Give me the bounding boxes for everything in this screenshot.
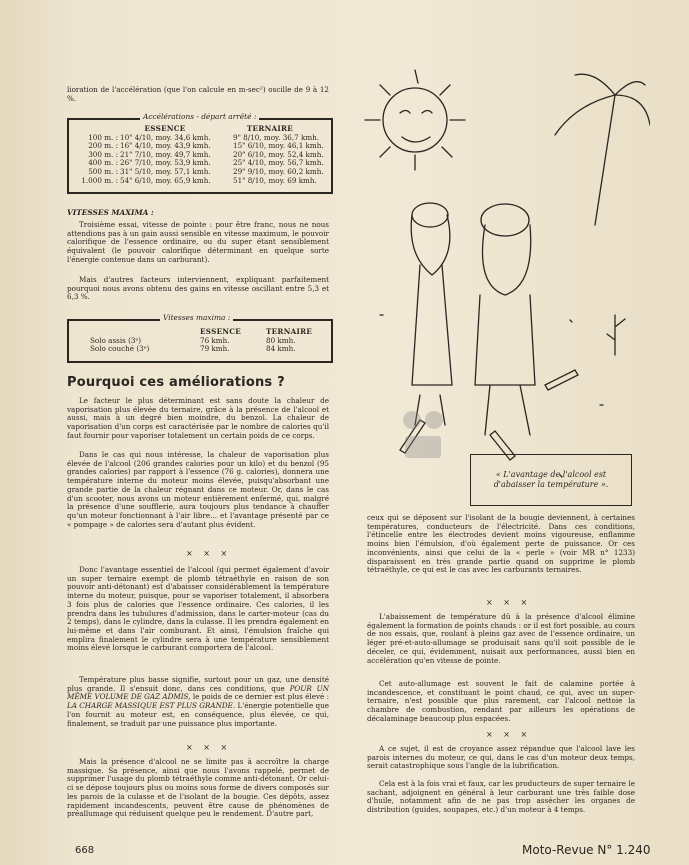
intro-text: lioration de l'accélération (que l'on calcule en m-sec²) oscille de 9 à 12 %. xyxy=(67,85,329,103)
speed-table-title: Vitesses maxima : xyxy=(160,313,233,322)
illustration-caption: « L'avantage de l'alcool est d'abaisser la température ». xyxy=(470,454,632,506)
acceleration-table-body xyxy=(80,125,324,185)
col-essence: ESSENCE xyxy=(144,124,186,133)
separator: × × × xyxy=(186,549,232,558)
left-paragraph-2: Dans le cas qui nous intéresse, la chaleur de vaporisation plus élevée de l'alcool (206 grandes calories pour un kilo) et du benzol (95 grandes calories) par rapport à l'essence (76 g. calories), donnera une température interne du moteur moins élevée, puisqu'absorbant une grande partie de la chaleur régnant dans ce moteur. Or, dans le cas d'un scooter, nous avons un moteur entièrement enfermé, qui, malgré la présence d'une soufflerie, aura toujours plus tendance à chauffer qu'un moteur fonctionnant à l'air libre... et l'avantage présenté par ce « pompage » de calories sera d'autant plus évident. xyxy=(67,450,329,529)
table-row: 400 m. : 26" 7/10, moy. 53,9 kmh. 25" 4/10, moy. 56,7 kmh. xyxy=(88,158,324,168)
left-paragraph-1: Le facteur le plus déterminant est sans doute la chaleur de vaporisation plus élevée du ternaire, grâce à la présence de l'alcool et aussi, mais à un degré bien moindre, du benzol. La chaleur de vaporisation d'un corps est caractérisée par le nombre de calories qu'il faut fournir pour vaporiser totalement un certain poids de ce corps. xyxy=(67,396,329,440)
speed-table-body xyxy=(90,328,312,354)
left-paragraph-5: Mais la présence d'alcool ne se limite pas à accroître la charge massique. Sa présence, ainsi que nous l'avons rappelé, permet de supprimer l'usage du plomb tétraéthyle comme anti-détonant. Or celui-ci se dépose toujours plus ou moins sous forme de divers composés sur les parois de la culasse et de l'isolant de la bougie. Ces dépôts, assez rapidement incandescents, peuvent être cause de phénomènes de préallumage qui réduisent quelque peu le rendement. D'autre part, xyxy=(67,757,329,819)
right-paragraph-4: A ce sujet, il est de croyance assez répandue que l'alcool lave les parois internes du moteur, ce qui, dans le cas d'un moteur deux temps, serait catastrophique sous l'angle de la lubrification. xyxy=(367,744,635,771)
table-row: 300 m. : 21" 7/10, moy. 49,7 kmh. 20" 6/10, moy. 52,4 kmh. xyxy=(88,149,324,159)
col-essence: ESSENCE xyxy=(200,327,242,336)
watermark-logo xyxy=(400,406,446,468)
right-paragraph-5: Cela est à la fois vrai et faux, car les producteurs de super ternaire le sachant, adjoignent en général à leur carburant une très faible dose d'huile, notamment afin de ne pas trop assécher les organes de distribution (guides, soupapes, etc.) d'un moteur à 4 temps. xyxy=(367,779,635,815)
table-row: Solo couché (3ᵉ) 79 kmh. 84 kmh. xyxy=(90,344,296,354)
right-paragraph-3: Cet auto-allumage est souvent le fait de calamine portée à incandescence, et constituant le point chaud, ce qui, avec un super-ternaire, n'est possible que plus rarement, car l'alcool nettoie la chambre de combustion, rendant par ailleurs les opérations de décalaminage beaucoup plus espacées. xyxy=(367,679,635,723)
table-row: 100 m. : 10" 4/10, moy. 34,6 kmh. 9" 8/10, moy. 36,7 kmh. xyxy=(88,132,320,142)
table-row: 500 m. : 31" 5/10, moy. 57,1 kmh. 29" 9/10, moy. 60,2 kmh. xyxy=(88,166,324,176)
separator: × × × xyxy=(186,743,232,752)
separator: × × × xyxy=(486,598,532,607)
magazine-title: Moto-Revue N° 1.240 xyxy=(522,843,651,857)
vitesses-paragraph-2: Mais d'autres facteurs interviennent, expliquant parfaitement pourquoi nous avons obtenu des gains en vitesse oscillant entre 5,3 et 6,3 %. xyxy=(67,275,329,302)
left-paragraph-3: Donc l'avantage essentiel de l'alcool (qui permet également d'avoir un super ternaire exempt de plomb tétraéthyle en raison de son pouvoir anti-détonant) est d'abaisser considérablement la température interne du moteur, puisque, pour se vaporiser totalement, il absorbera 3 fois plus de calories que l'essence ordinaire. Ces calories, il les prendra dans les tubulures d'admission, dans le carter-moteur (cas du 2 temps), dans le cylindre, dans la culasse. Il les prendra également en lui-même et dans l'air comburant. Et ainsi, l'émulsion fraîche qui emplira finalement le cylindre sera à une température sensiblement moins élevé lorsque le carburant comportera de l'alcool. xyxy=(67,565,329,653)
table-row: 200 m. : 16" 4/10, moy. 43,9 kmh. 15" 6/10, moy. 46,1 kmh. xyxy=(88,141,324,151)
table-row: 1.000 m. : 54" 6/10, moy. 65,9 kmh. 51" 8/10, moy. 69 kmh. xyxy=(81,175,317,185)
right-paragraph-1: ceux qui se déposent sur l'isolant de la bougie deviennent, à certaines températures, conducteurs de l'électricité. Dans ces conditions, l'étincelle entre les électrodes devient moins vigoureuse, enflamme moins bien l'émulsion, d'où également perte de puissance. Or ces inconvénients, ainsi que celui de la « perle » (voir MR n° 1233) disparaissent en très grande partie quand on supprime le plomb tétraéthyle, ce qui est le cas avec les carburants ternaires. xyxy=(367,513,635,575)
acceleration-table-title: Accélérations - départ arrêté : xyxy=(140,112,259,121)
page-number: 668 xyxy=(75,845,95,856)
table-row: Solo assis (3ᵉ) 76 kmh. 80 kmh. xyxy=(90,335,296,345)
separator: × × × xyxy=(486,730,532,739)
section-heading: Pourquoi ces améliorations ? xyxy=(67,375,285,390)
vitesses-heading: VITESSES MAXIMA : xyxy=(67,208,154,217)
col-ternaire: TERNAIRE xyxy=(246,124,294,133)
left-paragraph-4: Température plus basse signifie, surtout pour un gaz, une densité plus grande. Il s'ensuit donc, dans ces conditions, que POUR UN MÊME VOLUME DE GAZ ADMIS, le poids de ce dernier est plus élevé : LA CHARGE MASSIQUE EST PLUS GRANDE. L'énergie potentielle que l'on fournit au moteur est, en conséquence, plus élevée, ce qui, finalement, se traduit par une puissance plus importante. xyxy=(67,675,329,728)
vitesses-paragraph-1: Troisième essai, vitesse de pointe : pour être franc, nous ne nous attendions pas à un gain aussi sensible en vitesse maximum, le pouvoir calorifique de l'essence ordinaire, ou du super étant sensiblement équivalent (le pouvoir calorifique déterminant en quelque sorte l'énergie contenue dans un carburant). xyxy=(67,220,329,264)
col-ternaire: TERNAIRE xyxy=(266,327,313,336)
right-paragraph-2: L'abaissement de température dû à la présence d'alcool élimine également la formation de points chauds : or il est fort possible, au cours de nos essais, que, roulant à pleins gaz avec de l'essence ordinaire, un léger pré-et-auto-allumage se produisait sans qu'il soit possible de le déceler, ce qui, évidemment, nuisait aux performances, aussi bien en accélération qu'en vitesse de pointe. xyxy=(367,612,635,665)
